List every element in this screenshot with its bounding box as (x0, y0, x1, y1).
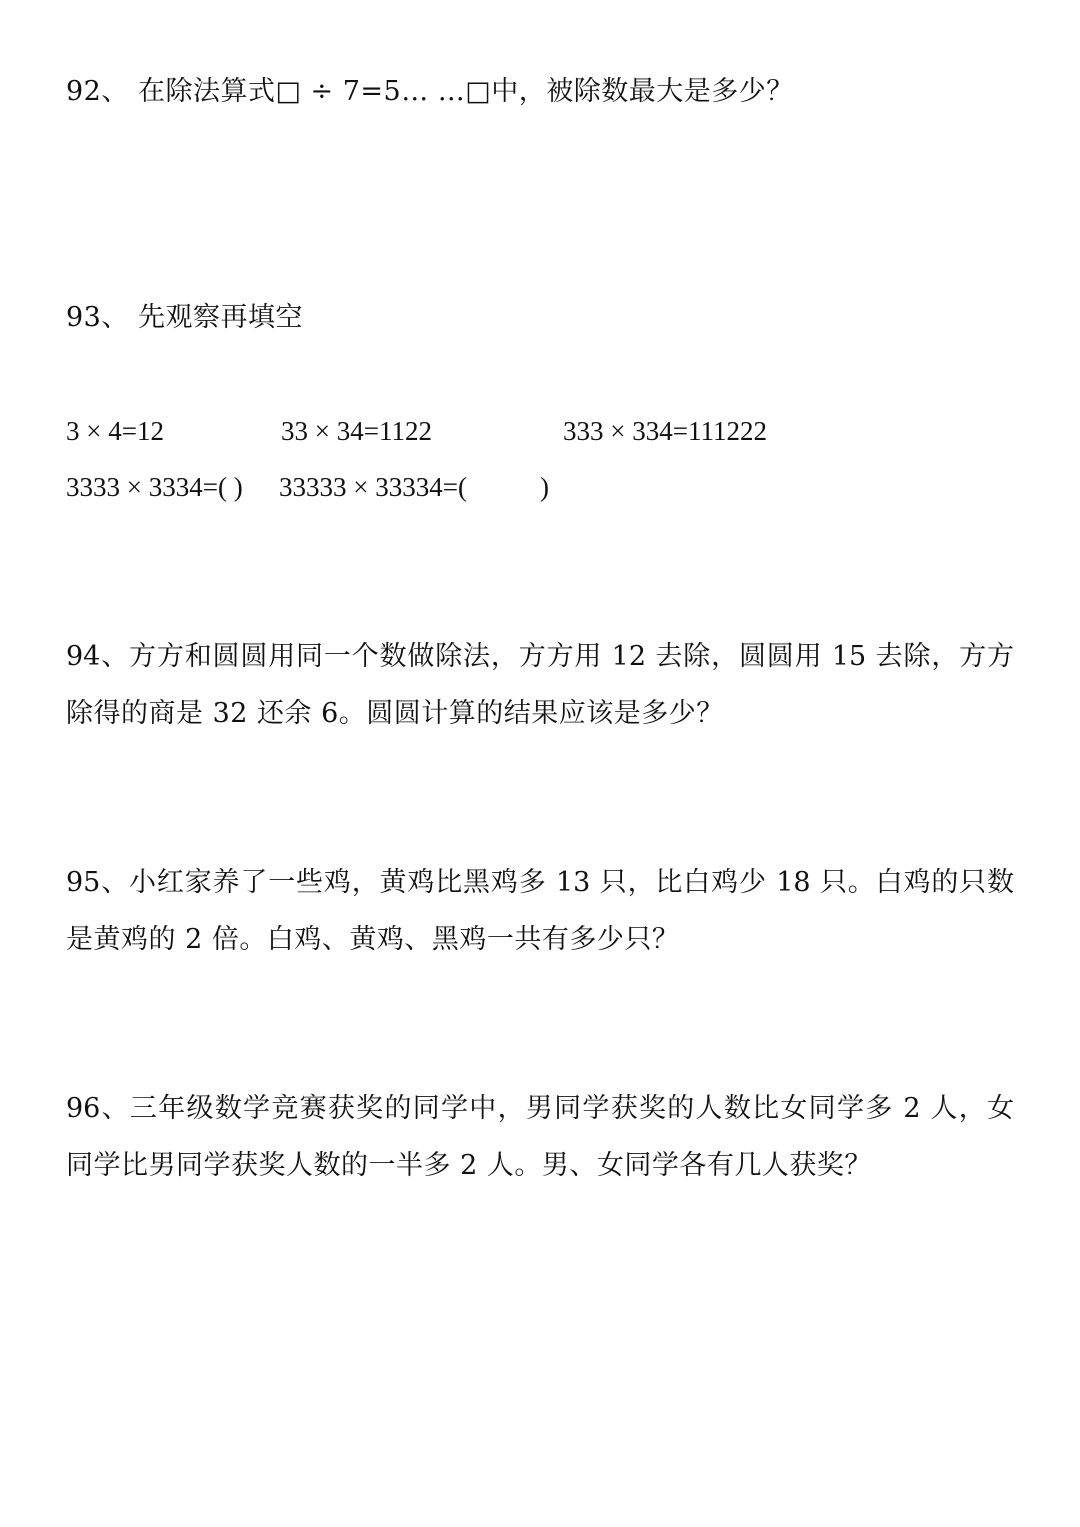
question-94-line-1: 94、方方和圆圆用同一个数做除法，方方用 12 去除，圆圆用 15 去除，方方 (66, 641, 1014, 672)
question-96-line-2: 同学比男同学获奖人数的一半多 2 人。男、女同学各有几人获奖？ (66, 1150, 872, 1181)
formula-3333x3334-blank: 3333 × 3334=( ) (66, 472, 243, 502)
question-92: 92、 在除法算式□ ÷ 7=5… …□中，被除数最大是多少？ (66, 76, 794, 107)
formula-3x4: 3 × 4=12 (66, 416, 164, 446)
question-94-line-2: 除得的商是 32 还余 6。圆圆计算的结果应该是多少？ (66, 698, 724, 729)
formula-33333x33334-blank: 33333 × 33334=( (279, 472, 467, 502)
question-96-line-1: 96、三年级数学竞赛获奖的同学中，男同学获奖的人数比女同学多 2 人，女 (66, 1093, 1014, 1124)
formula-333x334: 333 × 334=111222 (563, 416, 767, 446)
question-95-line-2: 是黄鸡的 2 倍。白鸡、黄鸡、黑鸡一共有多少只？ (66, 924, 680, 955)
question-95-line-1: 95、小红家养了一些鸡，黄鸡比黑鸡多 13 只，比白鸡少 18 只。白鸡的只数 (66, 867, 1014, 898)
formula-33x34: 33 × 34=1122 (281, 416, 432, 446)
question-93-title: 93、 先观察再填空 (66, 302, 303, 333)
formula-blank-close-paren: ) (540, 472, 549, 502)
